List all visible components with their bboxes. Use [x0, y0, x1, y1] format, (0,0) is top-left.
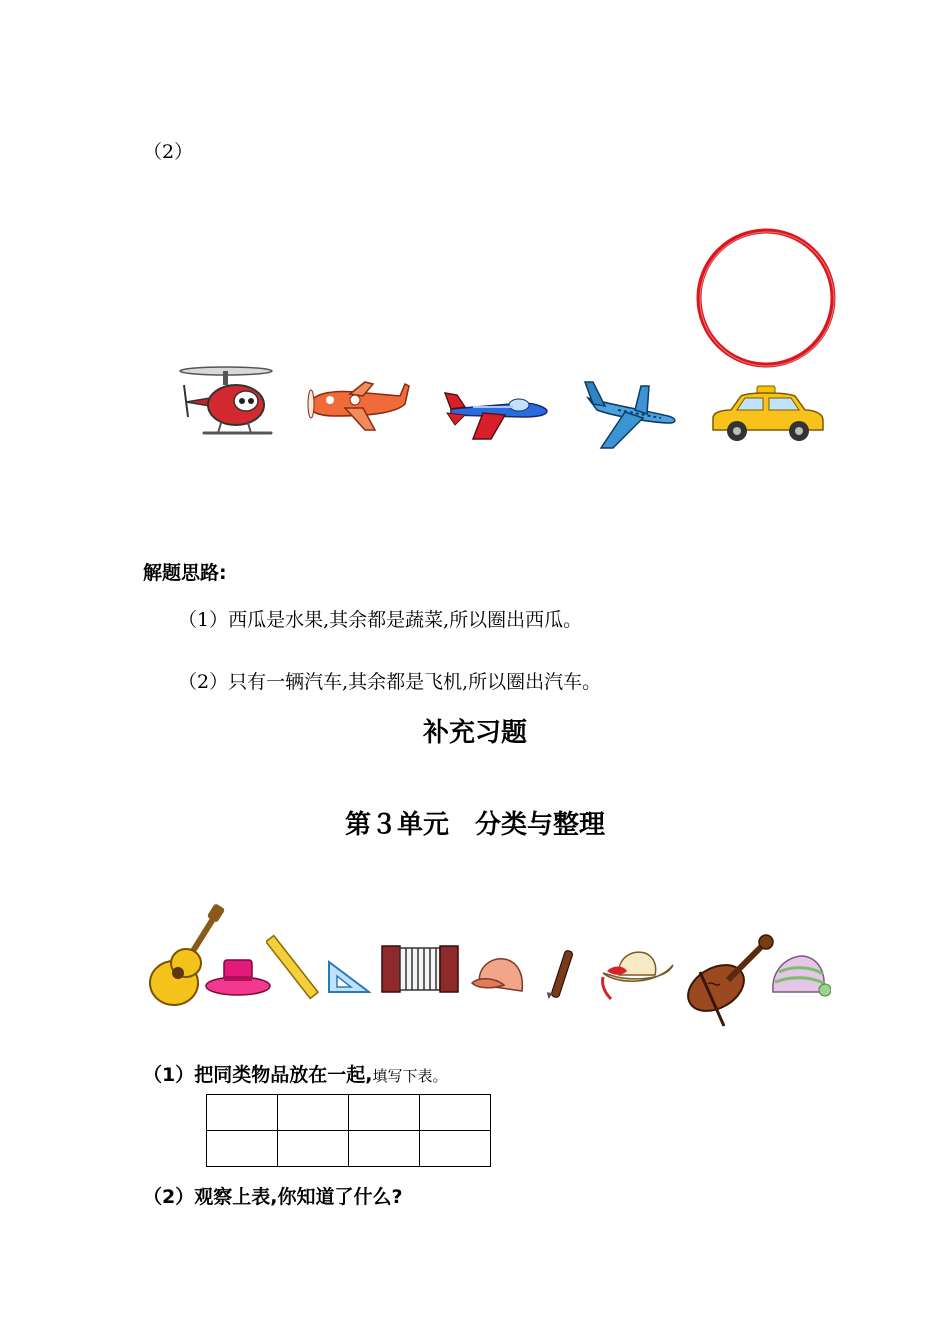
- question-1-bold: （1）把同类物品放在一起,: [143, 1064, 373, 1086]
- section-title: 补充习题: [422, 718, 527, 748]
- knit-hat-icon: [767, 952, 831, 1000]
- table-cell[interactable]: [207, 1095, 278, 1131]
- solution-line-1: （1）西瓜是水果,其余都是蔬菜,所以圈出西瓜。: [178, 609, 583, 631]
- solution-heading: 解题思路:: [143, 562, 227, 584]
- pen-icon: [547, 948, 577, 1003]
- table-cell[interactable]: [420, 1131, 491, 1167]
- airliner-icon: [583, 378, 678, 452]
- table-cell[interactable]: [278, 1095, 349, 1131]
- part2-label: （2）: [143, 141, 194, 163]
- question-1-normal: 填写下表。: [372, 1067, 448, 1085]
- cowboy-hat-icon: [597, 945, 677, 1001]
- question-1: [143, 1060, 447, 1087]
- taxi-icon: [709, 384, 826, 446]
- solution-line-2: （2）只有一辆汽车,其余都是飞机,所以圈出汽车。: [178, 671, 602, 693]
- ruler-icon: [266, 933, 320, 1001]
- cap-icon: [470, 955, 526, 997]
- violin-icon: [684, 932, 776, 1028]
- answer-table: [206, 1094, 491, 1167]
- question-2: （2）观察上表,你知道了什么?: [143, 1186, 403, 1208]
- unit-title: 第３单元 分类与整理: [344, 810, 605, 840]
- pink-hat-icon: [204, 958, 272, 998]
- table-row: [207, 1095, 491, 1131]
- triangle-ruler-icon: [325, 960, 371, 994]
- table-row: [207, 1131, 491, 1167]
- table-cell[interactable]: [207, 1131, 278, 1167]
- answer-circle: [694, 226, 838, 370]
- jet-plane-icon: [443, 385, 549, 441]
- table-cell[interactable]: [420, 1095, 491, 1131]
- table-cell[interactable]: [349, 1131, 420, 1167]
- accordion-icon: [380, 942, 462, 996]
- propeller-plane-icon: [305, 378, 410, 436]
- table-cell[interactable]: [278, 1131, 349, 1167]
- table-cell[interactable]: [349, 1095, 420, 1131]
- helicopter-icon: [176, 357, 276, 442]
